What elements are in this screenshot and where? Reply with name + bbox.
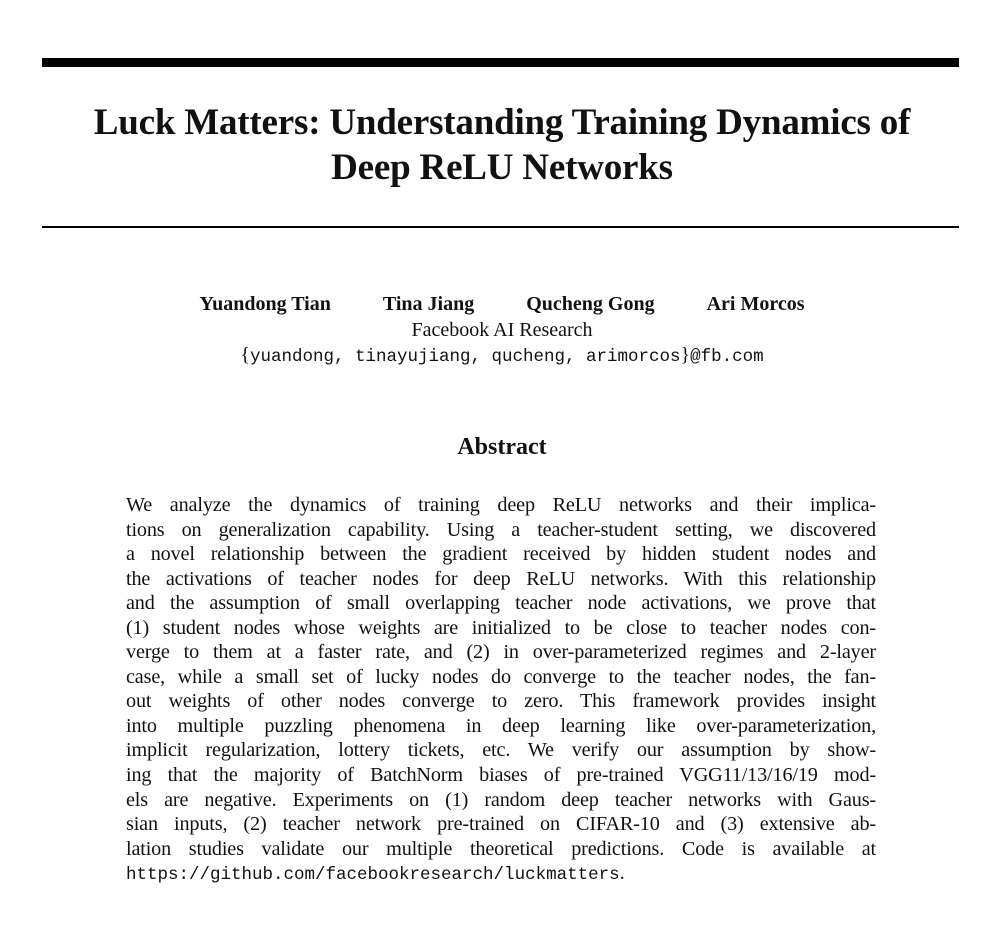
code-link-period: . xyxy=(619,862,625,885)
code-repository-link[interactable]: https://github.com/facebookresearch/luckmatters xyxy=(126,865,620,886)
email-usernames: yuandong, tinayujiang, qucheng, arimorcos xyxy=(249,347,681,367)
author-name: Qucheng Gong xyxy=(526,293,655,315)
abstract-line: into multiple puzzling phenomena in deep learning like over-parameterization, xyxy=(126,714,876,737)
author-name: Yuandong Tian xyxy=(199,293,331,315)
bottom-rule xyxy=(42,226,959,228)
author-list xyxy=(0,292,1004,316)
author-emails xyxy=(0,343,1004,369)
title-line-1: Luck Matters: Understanding Training Dynamics of xyxy=(93,102,911,143)
email-domain: @fb.com xyxy=(690,347,764,367)
abstract-line: implicit regularization, lottery tickets, etc. We verify our assumption by show- xyxy=(126,739,876,762)
email-brace-open: { xyxy=(240,344,250,366)
top-rule xyxy=(42,58,959,67)
abstract-line: and the assumption of small overlapping teacher node activations, we prove that xyxy=(126,592,876,615)
affiliation: Facebook AI Research xyxy=(411,319,593,341)
abstract-body xyxy=(126,493,876,886)
abstract-line: a novel relationship between the gradient received by hidden student nodes and xyxy=(126,543,876,566)
abstract-line: the activations of teacher nodes for deep ReLU networks. With this relationship xyxy=(126,567,876,590)
abstract-last-line xyxy=(126,861,876,886)
paper-title xyxy=(0,100,1004,190)
abstract-line: We analyze the dynamics of training deep ReLU networks and their implica- xyxy=(126,494,876,516)
author-name: Tina Jiang xyxy=(382,293,475,315)
title-line-2: Deep ReLU Networks xyxy=(331,147,673,188)
abstract-line: (1) student nodes whose weights are initialized to be close to teacher nodes con- xyxy=(126,616,876,639)
abstract-line: out weights of other nodes converge to zero. This framework provides insight xyxy=(126,690,876,713)
abstract-line: tions on generalization capability. Using a teacher-student setting, we discovered xyxy=(126,518,876,541)
email-brace-close: } xyxy=(680,344,691,366)
abstract-line: verge to them at a faster rate, and (2) in over-parameterized regimes and 2-layer xyxy=(126,641,876,664)
abstract-line: els are negative. Experiments on (1) random deep teacher networks with Gaus- xyxy=(126,788,876,811)
abstract-line: ing that the majority of BatchNorm biases of pre-trained VGG11/13/16/19 mod- xyxy=(126,764,876,787)
abstract-line: sian inputs, (2) teacher network pre-trained on CIFAR-10 and (3) extensive ab- xyxy=(126,813,876,836)
abstract-line: lation studies validate our multiple theoretical predictions. Code is available at xyxy=(126,837,876,860)
author-name: Ari Morcos xyxy=(706,293,805,315)
abstract-line: case, while a small set of lucky nodes do converge to the teacher nodes, the fan- xyxy=(126,665,876,688)
abstract-heading: Abstract xyxy=(457,434,547,460)
